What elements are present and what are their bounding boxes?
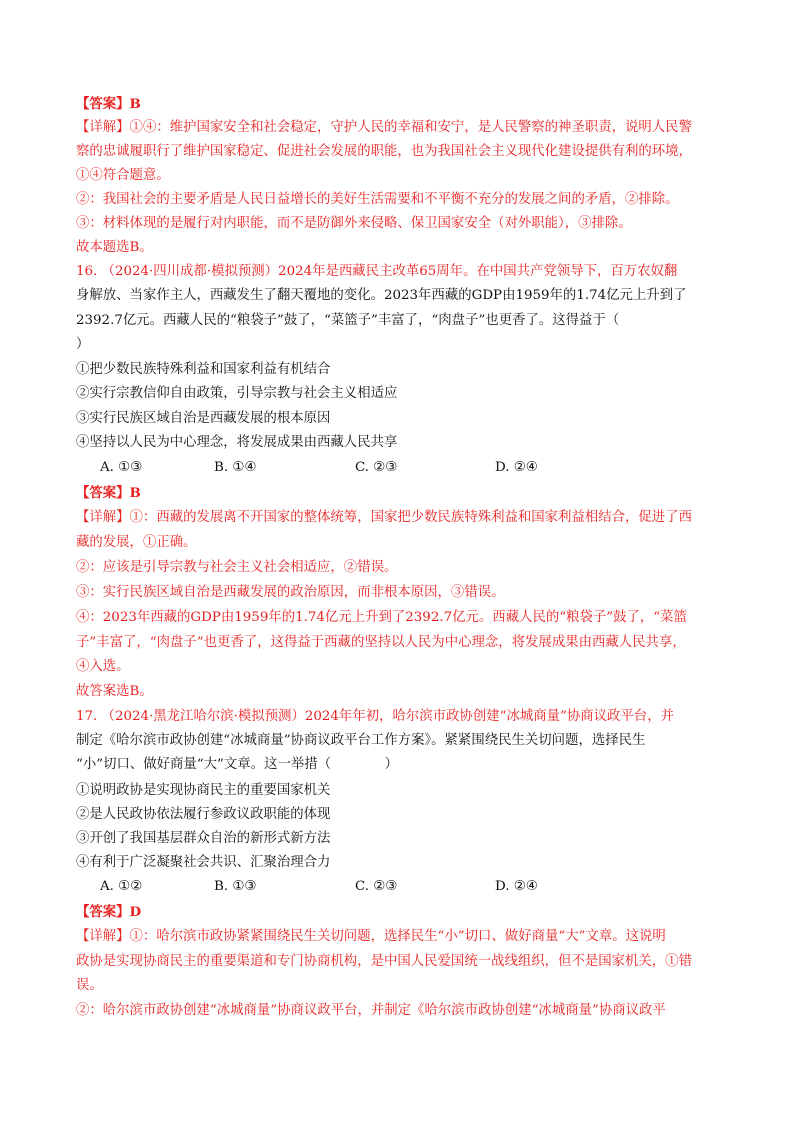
option-d: D. ②④: [495, 460, 538, 475]
option-c: C. ②③: [355, 879, 398, 894]
question-stem: 16. （2024·四川成都·模拟预测）2024年是西藏民主改革65周年。在中国共产党领导下，百万农奴翻: [76, 264, 678, 279]
detail-line: 【详解】①④：维护国家安全和社会稳定，守护人民的幸福和安宁，是人民警察的神圣职责，说明人民警: [76, 120, 692, 135]
detail-line: ④入选。: [76, 659, 130, 674]
question-stem: 2392.7亿元。西藏人民的“粮袋子”鼓了，“菜篮子”丰富了，“肉盘子”也更香了。这得益于（: [76, 313, 620, 328]
question-stem: 17. （2024·黑龙江哈尔滨·模拟预测）2024年年初，哈尔滨市政协创建“冰城商量”协商议政平台，并: [76, 709, 674, 724]
detail-line: 【详解】①：哈尔滨市政协紧紧围绕民生关切问题，选择民生“小”切口、做好商量“大”文章。这说明: [76, 929, 666, 944]
statement: ①把少数民族特殊利益和国家利益有机结合: [76, 362, 331, 377]
statement: ③开创了我国基层群众自治的新形式新方法: [76, 831, 331, 846]
detail-line: ②：应该是引导宗教与社会主义社会相适应，②错误。: [76, 560, 398, 575]
detail-line: 【详解】①：西藏的发展离不开国家的整体统筹，国家把少数民族特殊利益和国家利益相结合，促进了西: [76, 510, 692, 525]
conclusion: 故答案选B。: [76, 684, 153, 699]
answer-label: 【答案】B: [76, 96, 141, 112]
detail-line: ④：2023年西藏的GDP由1959年的1.74亿元上升到了2392.7亿元。西藏人民的“粮袋子”鼓了，“菜篮: [76, 610, 687, 625]
question-stem: 身解放、当家作主人，西藏发生了翻天覆地的变化。2023年西藏的GDP由1959年的1.74亿元上升到了: [76, 288, 687, 303]
option-c: C. ②③: [355, 460, 398, 475]
detail-line: 子”丰富了，“肉盘子”也更香了，这得益于西藏的坚持以人民为中心理念，将发展成果由西藏人民共享，: [76, 635, 686, 650]
detail-line: 察的忠诚履职行了维护国家稳定、促进社会发展的职能，也为我国社会主义现代化建设提供有利的环境，: [76, 144, 692, 159]
detail-line: ①④符合题意。: [76, 168, 170, 183]
detail-line: ②：哈尔滨市政协创建“冰城商量”协商议政平台，并制定《哈尔滨市政协创建“冰城商量”协商议政平: [76, 1003, 666, 1018]
question-stem: ）: [76, 337, 90, 352]
option-a: A. ①②: [100, 879, 143, 894]
statement: ③实行民族区域自治是西藏发展的根本原因: [76, 411, 331, 426]
statement: ②是人民政协依法履行参政议政职能的体现: [76, 807, 331, 822]
option-d: D. ②④: [495, 879, 538, 894]
detail-line: ③：材料体现的是履行对内职能，而不是防御外来侵略、保卫国家安全（对外职能），③排除。: [76, 216, 632, 231]
option-a: A. ①③: [100, 460, 143, 475]
statement: ④坚持以人民为中心理念，将发展成果由西藏人民共享: [76, 435, 398, 450]
conclusion: 故本题选B。: [76, 240, 153, 255]
detail-line: ③：实行民族区域自治是西藏发展的政治原因，而非根本原因，③错误。: [76, 585, 505, 600]
answer-label: 【答案】D: [76, 904, 142, 920]
question-stem: “小”切口、做好商量“大”文章。这一举措（ ）: [76, 757, 398, 772]
detail-line: 藏的发展，①正确。: [76, 535, 197, 550]
question-stem: 制定《哈尔滨市政协创建“冰城商量”协商议政平台工作方案》。紧紧围绕民生关切问题，选择民生: [76, 733, 646, 748]
detail-line: 误。: [76, 978, 103, 993]
detail-line: 政协是实现协商民主的重要渠道和专门协商机构，是中国人民爱国统一战线组织，但不是国家机关，①错: [76, 954, 692, 969]
detail-line: ②：我国社会的主要矛盾是人民日益增长的美好生活需要和不平衡不充分的发展之间的矛盾，②排除。: [76, 192, 679, 207]
option-b: B. ①③: [214, 879, 257, 894]
option-b: B. ①④: [214, 460, 257, 475]
statement: ④有利于广泛凝聚社会共识、汇聚治理合力: [76, 855, 331, 870]
statement: ②实行宗教信仰自由政策，引导宗教与社会主义相适应: [76, 386, 398, 401]
answer-label: 【答案】B: [76, 485, 141, 501]
statement: ①说明政协是实现协商民主的重要国家机关: [76, 783, 331, 798]
